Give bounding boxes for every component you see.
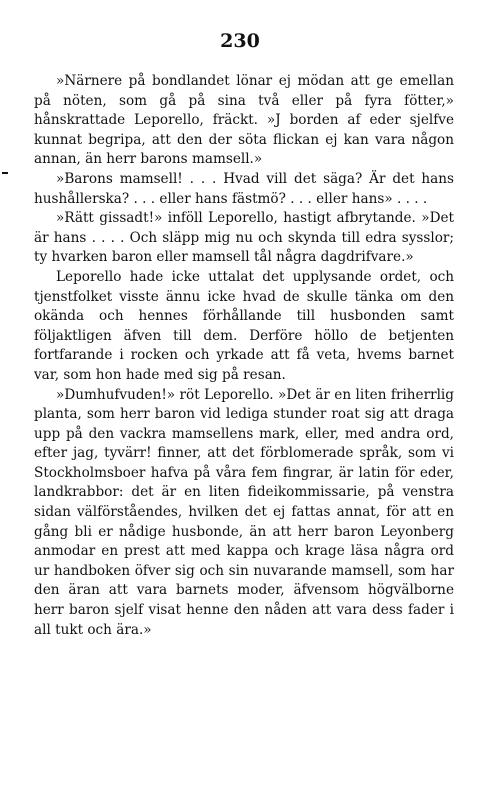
paragraph-4: Leporello hade icke uttalat det upplysande ordet, och tjenstfolket visste ännu icke hvad de skulle tänka om den okända och hennes förhållande till husbonden samt följaktligen äfven till dem. Derföre höllo de betjenten fortfarande i rocken och yrkade att få veta, hvems barnet var, som hon hade med sig på resan. (34, 268, 454, 383)
paragraph-5: »Dumhufvuden!» röt Leporello. »Det är en liten friherrlig planta, som herr baron vid lediga stunder roat sig att draga upp på den vackra mamsellens mark, eller, med andra ord, efter jag, tyvärr! finner, att det förblomerade språk, som vi Stockholmsboer hafva på våra fem fingrar, är latin för eder, landkrabbor: det är en liten fideikommissarie, på venstra sidan välförståendes, hvilken det ej fattas annat, för att en gång bli er nådige husbonde, än att herr baron Leyonberg anmodar en prest att med kappa och krage läsa några ord ur handboken öfver sig och sin nuvarande mamsell, som har den äran att vara barnets moder, äfvensom högvälborne herr baron sjelf visat henne den nåden att vara dess fader i all tukt och ära.» (34, 386, 454, 638)
paragraph-1: »Närnere på bondlandet lönar ej mödan att ge emellan på nöten, som gå på sina två eller på fyra fötter,» hånskrattade Leporello, fräckt. »J borden af eder sjelfve kunnat begripa, att den der söta flickan ej kan vara någon annan, än herr barons mamsell.» (34, 73, 454, 168)
page-number: 230 (220, 30, 260, 52)
paragraph-3: »Rätt gissadt!» inföll Leporello, hastigt afbrytande. »Det är hans . . . . Och släpp mig nu och skynda till edra sysslor; ty hvarken baron eller mamsell tål några dagdrifvare.» (34, 210, 454, 266)
body-text (34, 72, 454, 640)
margin-mark (2, 172, 8, 174)
paragraph-2: »Barons mamsell! . . . Hvad vill det säga? Är det hans hushållerska? . . . eller hans fästmö? . . . eller hans» . . . . (34, 170, 454, 207)
